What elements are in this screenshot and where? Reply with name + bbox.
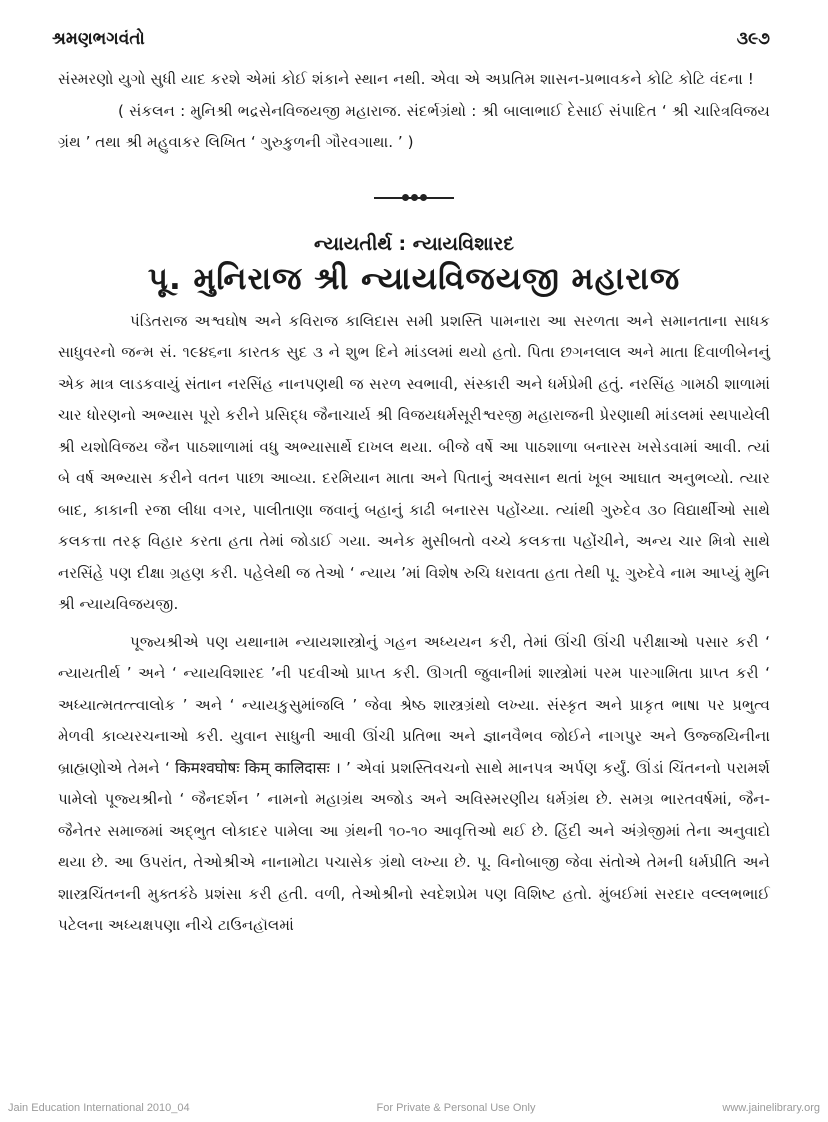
article-paragraph: પૂજ્યશ્રીએ પણ યથાનામ ન્યાયશાસ્ત્રોનું ગહન અધ્યયન કરી, તેમાં ઊંચી ઊંચી પરીક્ષાઓ પસાર કરી ‘ ન્યાયતીર્થ ’ અને ‘ ન્યાયવિશારદ ’ની પદવીઓ પ્રાપ્ત કરી. ઊગતી જુવાનીમાં શાસ્ત્રોમાં પરમ પારગામિતા પ્રાપ્ત કરી ‘ અધ્યાત્મતત્ત્વાલોક ’ અને ‘ ન્યાયકુસુમાંજલિ ’ જેવા શ્રેષ્ઠ શાસ્ત્રગ્રંથો લખ્યા. સંસ્કૃત અને પ્રાકૃત ભાષા પર પ્રભુત્વ મેળવી કાવ્યરચનાઓ કરી. યુવાન સાધુની આવી ઊંચી પ્રતિભા અને જ્ઞાનવૈભવ જોઈને નાગપુર અને ઉજ્જયિનીના બ્રાહ્મણોએ તેમને ‘ किमश्वघोषः किम् कालिदासः । ’ એવાં પ્રશસ્તિવચનો સાથે માનપત્ર અર્પણ કર્યું. ઊંડાં ચિંતનનો પરામર્શ પામેલો પૂજ્યશ્રીનો ‘ જૈનદર્શન ’ નામનો મહાગ્રંથ અજોડ અને અવિસ્મરણીય ધર્મગ્રંથ છે. સમગ્ર ભારતવર્ષમાં, જૈન-જૈનેતર સમાજમાં અદ્ભુત લોકાદર પામેલા આ ગ્રંથની ૧૦-૧૦ આવૃત્તિઓ થઈ છે. હિંદી અને અંગ્રેજીમાં તેના અનુવાદો થયા છે. આ ઉપરાંત, તેઓશ્રીએ નાનામોટા પચાસેક ગ્રંથો લખ્યા છે. પૂ. વિનોબાજી જેવા સંતોએ તેમની ધર્મપ્રીતિ અને શાસ્ત્રચિંતનની મુક્તકંઠે પ્રશંસા કરી હતી. વળી, તેઓશ્રીનો સ્વદેશપ્રેમ પણ વિશિષ્ટ હતો. મુંબઈમાં સરદાર વલ્લભભાઈ પટેલના અધ્યક્ષપણા નીચે ટાઉનહૉલમાં — [58, 632, 770, 934]
ornamental-divider — [374, 193, 454, 203]
intro-paragraph: સંસ્મરણો યુગો સુધી યાદ કરશે એમાં કોઈ શંકાને સ્થાન નથી. એવા એ અપ્રતિમ શાસન-પ્રભાવકને કોટિ કોટિ વંદના ! — [58, 70, 754, 88]
footer-publisher: Jain Education International 2010_04 — [8, 1102, 190, 1114]
page-number: ૩૯૭ — [736, 29, 770, 49]
article-paragraph: પંડિતરાજ અશ્વઘોષ અને કવિરાજ કાલિદાસ સમી પ્રશસ્તિ પામનારા આ સરળતા અને સમાનતાના સાધક સાધુવરનો જન્મ સં. ૧૯૪૬ના કારતક સુદ ૩ ને શુભ દિને માંડલમાં થયો હતો. પિતા છગનલાલ અને માતા દિવાળીબેનનું એક માત્ર લાડકવાયું સંતાન નરસિંહ નાનપણથી જ સરળ સ્વભાવી, સંસ્કારી અને ધર્મપ્રેમી હતું. નરસિંહ ગામઠી શાળામાં ચાર ધોરણનો અભ્યાસ પૂરો કરીને પ્રસિદ્ધ જૈનાચાર્ય શ્રી વિજયધર્મસૂરીશ્વરજી મહારાજની પ્રેરણાથી માંડલમાં સ્થપાયેલી શ્રી યશોવિજય જૈન પાઠશાળામાં વધુ અભ્યાસાર્થે દાખલ થયા. બીજે વર્ષે આ પાઠશાળા બનારસ ખસેડવામાં આવી. ત્યાં બે વર્ષ અભ્યાસ કરીને વતન પાછા આવ્યા. દરમિયાન માતા અને પિતાનું અવસાન થતાં ખૂબ આઘાત અનુભવ્યો. ત્યાર બાદ, કાકાની રજા લીધા વગર, પાલીતાણા જવાનું બહાનું કાઢી બનારસ પહોંચ્યા. ત્યાંથી ગુરુદેવ ૩૦ વિદ્યાર્થીઓ સાથે કલકત્તા તરફ વિહાર કરતા હતા તેમાં જોડાઈ ગયા. અનેક મુસીબતો વચ્ચે કલકત્તા પહોંચીને, અન્ય ચાર મિત્રો સાથે નરસિંહે પણ દીક્ષા ગ્રહણ કરી. પહેલેથી જ તેઓ ‘ ન્યાય ’માં વિશેષ રુચિ ધરાવતા હતા તેથી પૂ. ગુરુદેવે નામ આપ્યું મુનિ શ્રી ન્યાયવિજયજી. — [58, 311, 770, 613]
citation: ( સંકલન : મુનિશ્રી ભદ્રસેનવિજયજી મહારાજ. સંદર્ભગ્રંથો : શ્રી બાલાભાઈ દેસાઈ સંપાદિત ‘ શ્રી ચારિત્રવિજય ગ્રંથ ’ તથા શ્રી મહુવાકર લિખિત ‘ ગુરુકુળની ગૌરવગાથા. ’ ) — [58, 101, 770, 151]
page-footer — [8, 1102, 820, 1114]
footer-usage-note: For Private & Personal Use Only — [376, 1102, 536, 1114]
article-title: પૂ. મુનિરાજ શ્રી ન્યાયવિજયજી મહારાજ — [147, 260, 681, 297]
page-content — [58, 64, 770, 942]
article-subtitle: ન્યાયતીર્થ : ન્યાયવિશારદ — [314, 232, 514, 255]
running-title: શ્રમણભગવંતો — [52, 29, 145, 49]
footer-website: www.jainelibrary.org — [722, 1102, 820, 1114]
page-header — [52, 24, 770, 54]
